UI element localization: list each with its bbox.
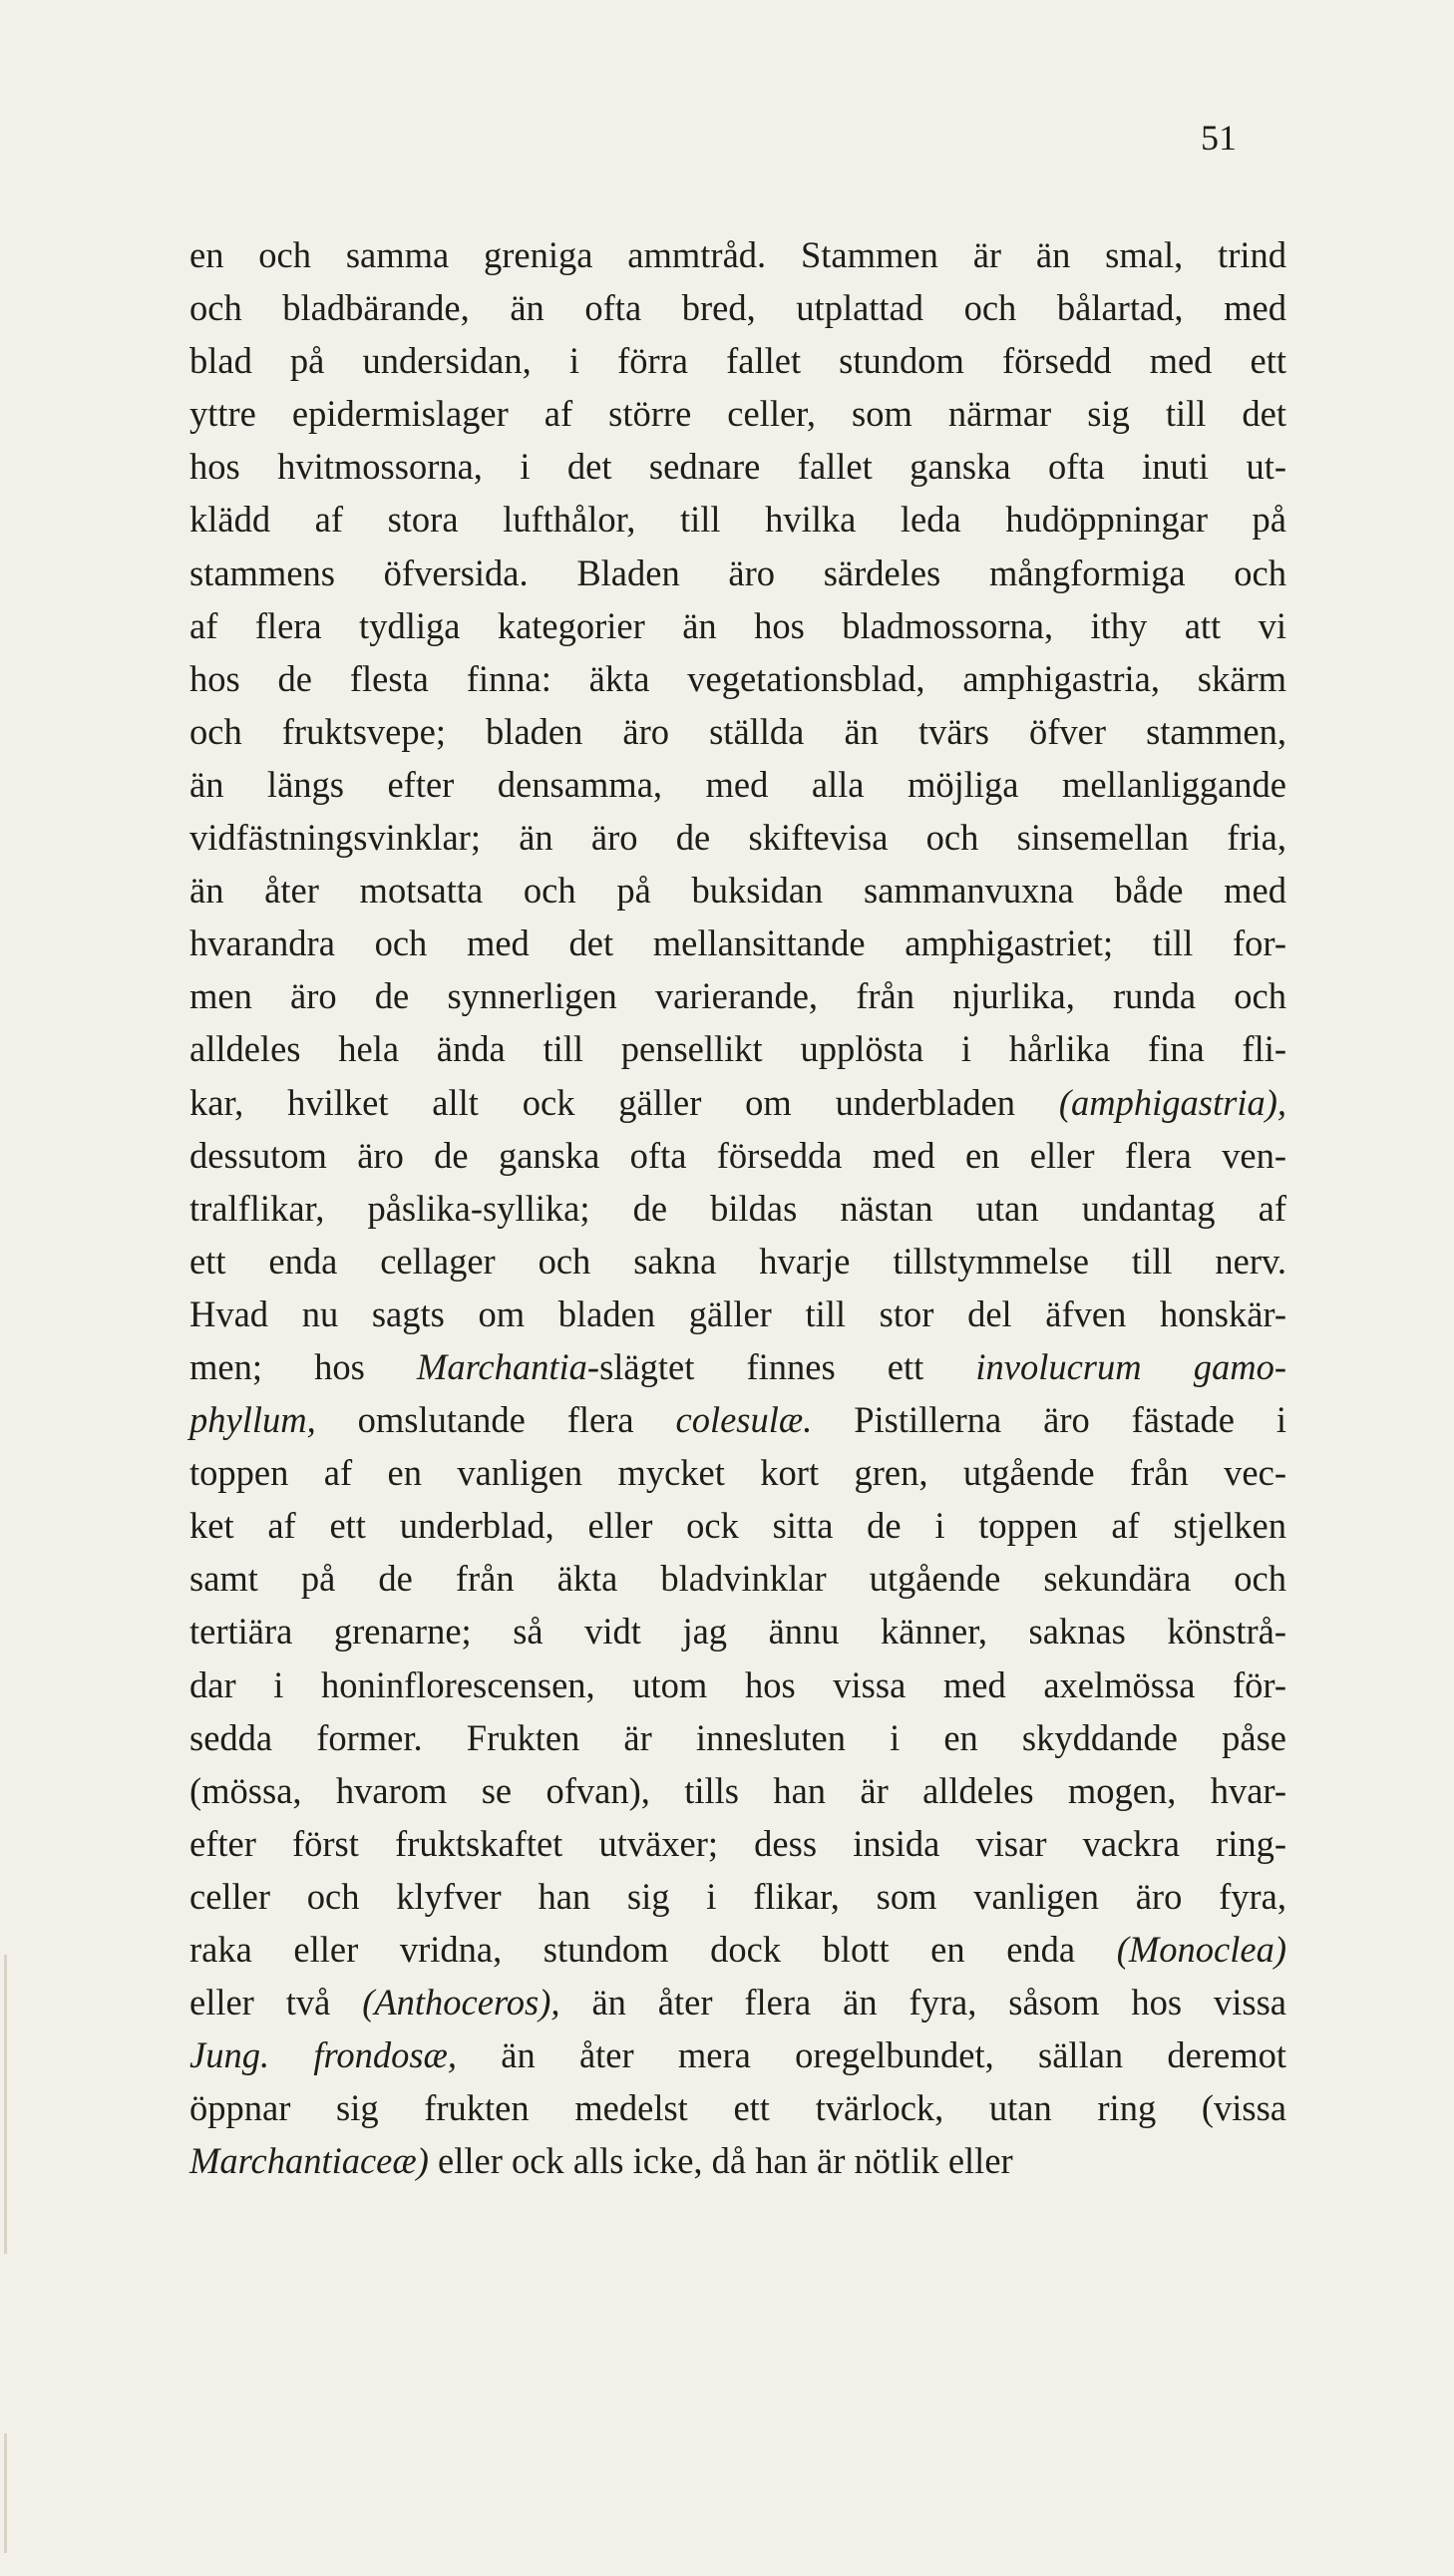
text-line — [189, 864, 1286, 917]
text-segment: än åter flera än fyra, såsom hos vissa — [559, 1982, 1286, 2024]
text-line — [189, 334, 1286, 387]
text-segment: än längs efter densamma, med alla möjliga mellanliggande — [189, 763, 1286, 805]
text-segment: hos de flesta finna: äkta vegetationsblad, amphigastria, skärm — [189, 657, 1286, 699]
text-segment: öppnar sig frukten medelst ett tvärlock, utan ring (vissa — [189, 2087, 1286, 2129]
italic-text: phyllum, — [189, 1399, 316, 1441]
text-segment: Hvad nu sagts om bladen gäller till stor del äfven honskär- — [189, 1292, 1286, 1334]
text-line — [189, 1552, 1286, 1605]
text-line — [189, 1446, 1286, 1499]
text-segment: samt på de från äkta bladvinklar utgående sekundära och — [189, 1558, 1286, 1600]
text-segment: toppen af en vanligen mycket kort gren, utgående från vec- — [189, 1452, 1286, 1494]
text-line — [189, 1764, 1286, 1817]
text-line — [189, 1658, 1286, 1711]
italic-text: (Monoclea) — [1116, 1929, 1286, 1970]
text-segment: en och samma greniga ammtråd. Stammen är än smal, trind — [189, 234, 1286, 275]
text-segment: ett enda cellager och sakna hvarje tillstymmelse till nerv. — [189, 1240, 1286, 1282]
text-segment: tertiära grenarne; så vidt jag ännu känner, saknas könstrå- — [189, 1611, 1286, 1653]
text-segment: och bladbärande, än ofta bred, utplattad och bålartad, med — [189, 287, 1286, 329]
text-segment: dessutom äro de ganska ofta försedda med en eller flera ven- — [189, 1134, 1286, 1176]
text-line — [189, 228, 1286, 281]
text-segment: blad på undersidan, i förra fallet stundom försedd med ett — [189, 340, 1286, 382]
text-line — [189, 1022, 1286, 1075]
italic-text: Jung. frondosæ, — [189, 2034, 457, 2076]
text-line — [189, 1499, 1286, 1552]
text-line — [189, 1182, 1286, 1235]
text-line — [189, 1288, 1286, 1340]
text-segment: dar i honinflorescensen, utom hos vissa med axelmössa för- — [189, 1663, 1286, 1705]
italic-text: (amphigastria), — [1058, 1081, 1286, 1123]
text-segment: celler och klyfver han sig i flikar, som vanligen äro fyra, — [189, 1875, 1286, 1917]
text-segment: sedda former. Frukten är innesluten i en skyddande påse — [189, 1716, 1286, 1758]
text-line — [189, 281, 1286, 334]
page-number: 51 — [1201, 118, 1237, 158]
text-line — [189, 2081, 1286, 2134]
text-segment: efter först fruktskaftet utväxer; dess insida visar vackra ring- — [189, 1822, 1286, 1864]
text-line — [189, 2028, 1286, 2081]
text-line — [189, 387, 1286, 440]
text-segment: (mössa, hvarom se ofvan), tills han är alldeles mogen, hvar- — [189, 1769, 1286, 1811]
text-line — [189, 1817, 1286, 1870]
text-segment: vidfästningsvinklar; än äro de skiftevisa och sinsemellan fria, — [189, 817, 1286, 859]
text-line — [189, 705, 1286, 758]
text-segment: ket af ett underblad, eller ock sitta de i toppen af stjelken — [189, 1505, 1286, 1547]
text-segment: kar, hvilket allt ock gäller om underbladen — [189, 1081, 1059, 1123]
text-line — [189, 599, 1286, 652]
text-segment: -slägtet finnes ett — [586, 1345, 976, 1387]
italic-text: Marchantia — [416, 1345, 587, 1387]
text-segment: Pistillerna äro fästade i — [812, 1399, 1286, 1441]
text-line — [189, 1870, 1286, 1923]
text-segment: stammens öfversida. Bladen äro särdeles mångformiga och — [189, 552, 1286, 593]
italic-text: Marchantiaceæ) — [189, 2140, 429, 2182]
text-segment: alldeles hela ända till pensellikt upplösta i hårlika fina fli- — [189, 1028, 1286, 1070]
text-line — [189, 1923, 1286, 1976]
text-line — [189, 917, 1286, 969]
text-line — [189, 547, 1286, 599]
text-line — [189, 1711, 1286, 1764]
text-segment: och fruktsvepe; bladen äro ställda än tvärs öfver stammen, — [189, 710, 1286, 752]
text-segment: men äro de synnerligen varierande, från njurlika, runda och — [189, 975, 1286, 1017]
text-line — [189, 1340, 1286, 1393]
text-line — [189, 2134, 1286, 2187]
text-line — [189, 1129, 1286, 1182]
italic-text: involucrum gamo- — [975, 1345, 1286, 1387]
text-line — [189, 758, 1286, 811]
text-line — [189, 493, 1286, 546]
text-line — [189, 440, 1286, 493]
text-line — [189, 969, 1286, 1022]
text-segment: omslutande flera — [315, 1399, 676, 1441]
text-segment: tralflikar, påslika-syllika; de bildas nästan utan undantag af — [189, 1187, 1286, 1229]
text-line — [189, 811, 1286, 864]
italic-text: colesulæ. — [675, 1399, 813, 1441]
text-segment: klädd af stora lufthålor, till hvilka leda hudöppningar på — [189, 499, 1286, 541]
text-segment: eller ock alls icke, då han är nötlik eller — [428, 2140, 1013, 2182]
text-line — [189, 652, 1286, 705]
text-segment: hos hvitmossorna, i det sednare fallet ganska ofta inuti ut- — [189, 446, 1286, 488]
text-line — [189, 1076, 1286, 1129]
text-segment: af flera tydliga kategorier än hos bladmossorna, ithy att vi — [189, 604, 1286, 646]
text-line — [189, 1605, 1286, 1657]
text-segment: än åter mera oregelbundet, sällan deremot — [457, 2034, 1286, 2076]
scan-margin-shadow — [4, 2433, 7, 2553]
text-line — [189, 1235, 1286, 1288]
text-segment: än åter motsatta och på buksidan sammanvuxna både med — [189, 870, 1286, 912]
text-segment: men; hos — [189, 1345, 417, 1387]
text-line — [189, 1976, 1286, 2028]
scan-margin-shadow — [4, 1955, 7, 2254]
text-line — [189, 1393, 1286, 1446]
italic-text: (Anthoceros), — [362, 1982, 560, 2024]
text-segment: eller två — [189, 1982, 363, 2024]
text-segment: raka eller vridna, stundom dock blott en enda — [189, 1929, 1117, 1970]
body-text — [189, 228, 1286, 2187]
text-segment: yttre epidermislager af större celler, som närmar sig till det — [189, 393, 1286, 435]
text-segment: hvarandra och med det mellansittande amphigastriet; till for- — [189, 922, 1286, 964]
